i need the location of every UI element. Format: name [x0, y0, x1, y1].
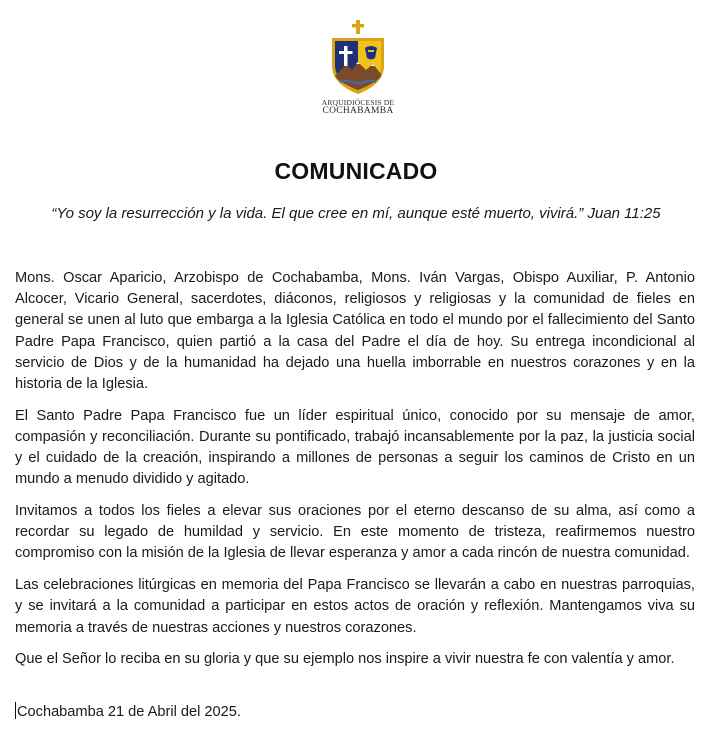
paragraph: Que el Señor lo reciba en su gloria y que su ejemplo nos inspire a vivir nuestra fe con valentía y amor. — [15, 651, 675, 668]
document-title: COMUNICADO — [274, 158, 438, 184]
document-body — [15, 268, 695, 681]
paragraph: Las celebraciones litúrgicas en memoria del Papa Francisco se llevarán a cabo en nuestras parroquias, y se invitará a la comunidad a participar en estos actos de oración y reflexión. Mantengamos viva su memoria a través de nuestras acciones y nuestros corazones. — [15, 577, 695, 636]
paragraph: El Santo Padre Papa Francisco fue un líder espiritual único, conocido por su mensaje de amor, compasión y reconciliación. Durante su pontificado, trabajó incansablemente por la paz, la justicia social y el cuidado de la creación, inspirando a millones de personas a seguir los caminos de Cristo en un mundo a menudo dividido y agitado. — [15, 407, 695, 488]
paragraph: Invitamos a todos los fieles a elevar sus oraciones por el eterno descanso de su alma, así como a recordar su legado de humildad y servicio. En este momento de tristeza, reafirmemos nuestro compromiso con la misión de la Iglesia de llevar esperanza y amor a cada rincón de nuestra comunidad. — [15, 503, 695, 562]
text-cursor — [15, 702, 16, 719]
date-line: Cochabamba 21 de Abril del 2025. — [17, 704, 241, 720]
date-line-container[interactable] — [15, 702, 241, 720]
bible-quote: “Yo soy la resurrección y la vida. El que cree en mí, aunque esté muerto, vivirá.” Juan 11:25 — [51, 205, 661, 222]
logo-text-line1: ARQUIDIÓCESIS DE — [321, 98, 395, 107]
logo-text-line2: COCHABAMBA — [322, 106, 394, 116]
paragraph: Mons. Oscar Aparicio, Arzobispo de Cochabamba, Mons. Iván Vargas, Obispo Auxiliar, P. Antonio Alcocer, Vicario General, sacerdotes, diáconos, religiosos y religiosas y la comunidad de fieles en general se unen al luto que embarga a la Iglesia Católica en todo el mundo por el fallecimiento del Santo Padre Papa Francisco, quien partió a la casa del Padre el día de hoy. Su entrega incondicional al servicio de Dios y de la humanidad ha dejado una huella imborrable en nuestros corazones y en la historia de la Iglesia. — [15, 270, 695, 393]
